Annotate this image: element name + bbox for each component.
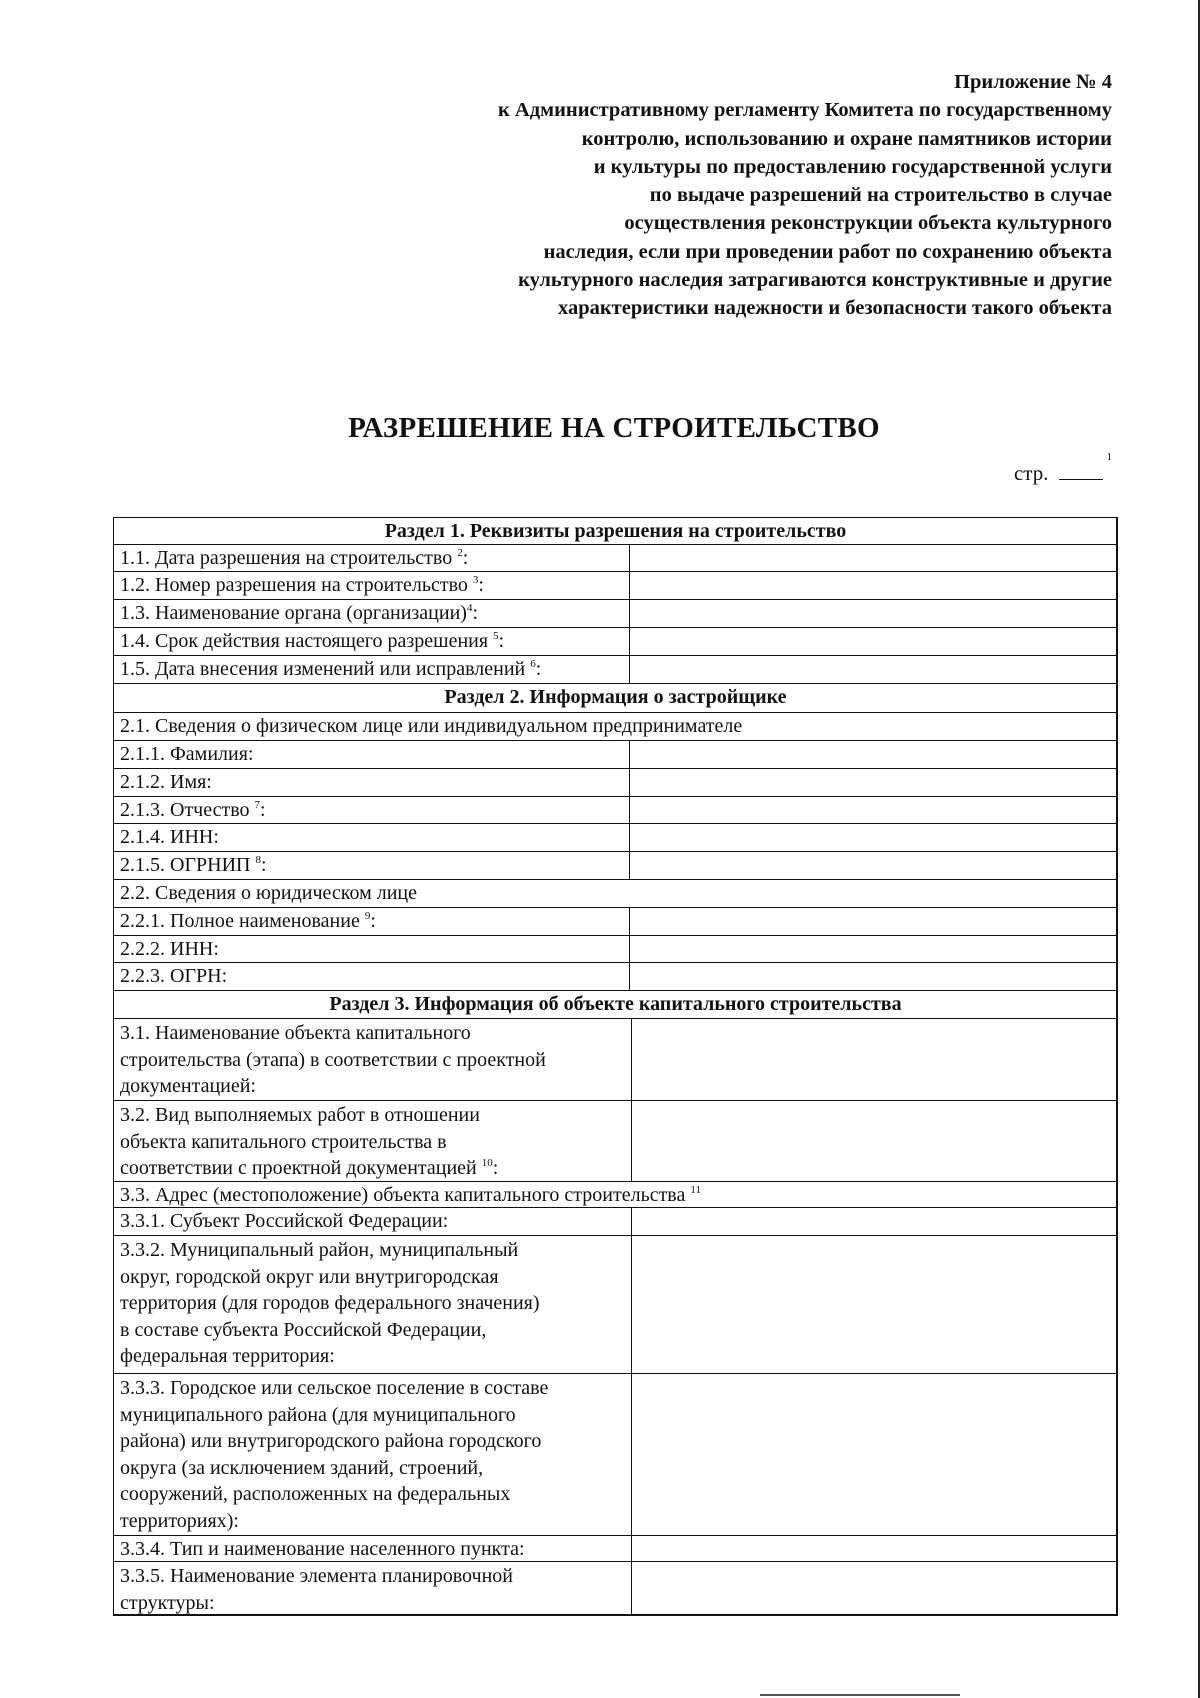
field-value-amendment-date[interactable] [629, 655, 1117, 683]
field-label-permit-number: 1.2. Номер разрешения на строительство $^3$: [113, 571, 629, 599]
table-right-border [1116, 517, 1118, 1615]
field-value-full-name[interactable] [629, 907, 1117, 935]
annex-line: культурного наследия затрагиваются конструктивные и другие [518, 269, 1112, 292]
field-value-patronymic[interactable] [629, 796, 1117, 823]
annex-line: Приложение № 4 [954, 71, 1112, 93]
field-label-municipal-district: 3.3.2. Муниципальный район, муниципальный округ, городской округ или внутригородская территория (для городов федерального значения) в составе субъекта Российской Федерации, федеральная территория: [113, 1235, 631, 1373]
field-label-individual-inn: 2.1.4. ИНН: [113, 823, 629, 851]
field-value-federal-subject[interactable] [631, 1207, 1117, 1235]
section-2-header: Раздел 2. Информация о застройщике [113, 683, 1117, 712]
field-value-authority-name[interactable] [629, 599, 1117, 627]
field-value-legal-inn[interactable] [629, 935, 1117, 962]
field-label-authority-name: 1.3. Наименование органа (организации)$^4$: [113, 599, 629, 627]
field-label-surname: 2.1.1. Фамилия: [113, 740, 629, 768]
annex-line: наследия, если при проведении работ по сохранению объекта [543, 240, 1112, 263]
field-label-planning-element: 3.3.5. Наименование элемента планировочной структуры: [113, 1561, 631, 1615]
field-value-locality[interactable] [631, 1535, 1117, 1561]
field-value-first-name[interactable] [629, 768, 1117, 796]
subsection-object-address: 3.3. Адрес (местоположение) объекта капитального строительства $^{11}$ [113, 1181, 1117, 1207]
field-label-full-name: 2.2.1. Полное наименование $^9$: [113, 907, 629, 935]
page-label: стр. [1013, 461, 1049, 485]
field-label-settlement: 3.3.3. Городское или сельское поселение в составе муниципального района (для муниципального района) или внутригородского района городского округа (за исключением зданий, строений, сооружений, расположенных на федеральных территориях): [113, 1373, 631, 1535]
annex-line: и культуры по предоставлению государственной услуги [593, 155, 1112, 178]
field-value-work-type[interactable] [631, 1100, 1117, 1181]
annex-line: контролю, использованию и охране памятников истории [581, 127, 1112, 150]
field-value-ogrnip[interactable] [629, 851, 1117, 879]
annex-line: характеристики надежности и безопасности такого объекта [557, 297, 1112, 320]
field-value-municipal-district[interactable] [631, 1235, 1117, 1373]
field-value-planning-element[interactable] [631, 1561, 1117, 1615]
subsection-legal-entity-info: 2.2. Сведения о юридическом лице [113, 879, 1117, 907]
field-value-permit-number[interactable] [629, 571, 1117, 599]
field-value-permit-date[interactable] [629, 544, 1117, 571]
field-label-amendment-date: 1.5. Дата внесения изменений или исправлений $^6$: [113, 655, 629, 683]
field-label-work-type: 3.2. Вид выполняемых работ в отношении объекта капитального строительства в соответствии с проектной документацией $^{10}$: [113, 1100, 631, 1181]
page-footnote-mark: 1 [1106, 451, 1112, 463]
annex-line: осуществления реконструкции объекта культурного [624, 212, 1112, 235]
annex-line: по выдаче разрешений на строительство в случае [649, 184, 1112, 207]
document-title: РАЗРЕШЕНИЕ НА СТРОИТЕЛЬСТВО [348, 412, 880, 444]
section-1-header: Раздел 1. Реквизиты разрешения на строительство [113, 517, 1117, 544]
field-label-legal-inn: 2.2.2. ИНН: [113, 935, 629, 962]
field-label-first-name: 2.1.2. Имя: [113, 768, 629, 796]
section-3-header: Раздел 3. Информация об объекте капитального строительства [113, 990, 1117, 1018]
field-value-object-name[interactable] [631, 1018, 1117, 1100]
field-label-object-name: 3.1. Наименование объекта капитального строительства (этапа) в соответствии с проектной документацией: [113, 1018, 631, 1100]
field-label-ogrn: 2.2.3. ОГРН: [113, 962, 629, 990]
field-label-federal-subject: 3.3.1. Субъект Российской Федерации: [113, 1207, 631, 1235]
field-label-ogrnip: 2.1.5. ОГРНИП $^8$: [113, 851, 629, 879]
field-label-locality: 3.3.4. Тип и наименование населенного пункта: [113, 1535, 631, 1561]
field-value-individual-inn[interactable] [629, 823, 1117, 851]
field-value-surname[interactable] [629, 740, 1117, 768]
field-value-validity-period[interactable] [629, 627, 1117, 655]
field-label-patronymic: 2.1.3. Отчество $^7$: [113, 796, 629, 823]
field-label-permit-date: 1.1. Дата разрешения на строительство $^2$: [113, 544, 629, 571]
field-value-ogrn[interactable] [629, 962, 1117, 990]
subsection-individual-info: 2.1. Сведения о физическом лице или индивидуальном предпринимателе [113, 712, 1117, 740]
annex-line: к Административному регламенту Комитета по государственному [498, 99, 1112, 122]
scan-artifact-line [760, 1694, 960, 1696]
field-label-validity-period: 1.4. Срок действия настоящего разрешения $^5$: [113, 627, 629, 655]
table-bottom-border [113, 1614, 1118, 1616]
field-value-settlement[interactable] [631, 1373, 1117, 1535]
